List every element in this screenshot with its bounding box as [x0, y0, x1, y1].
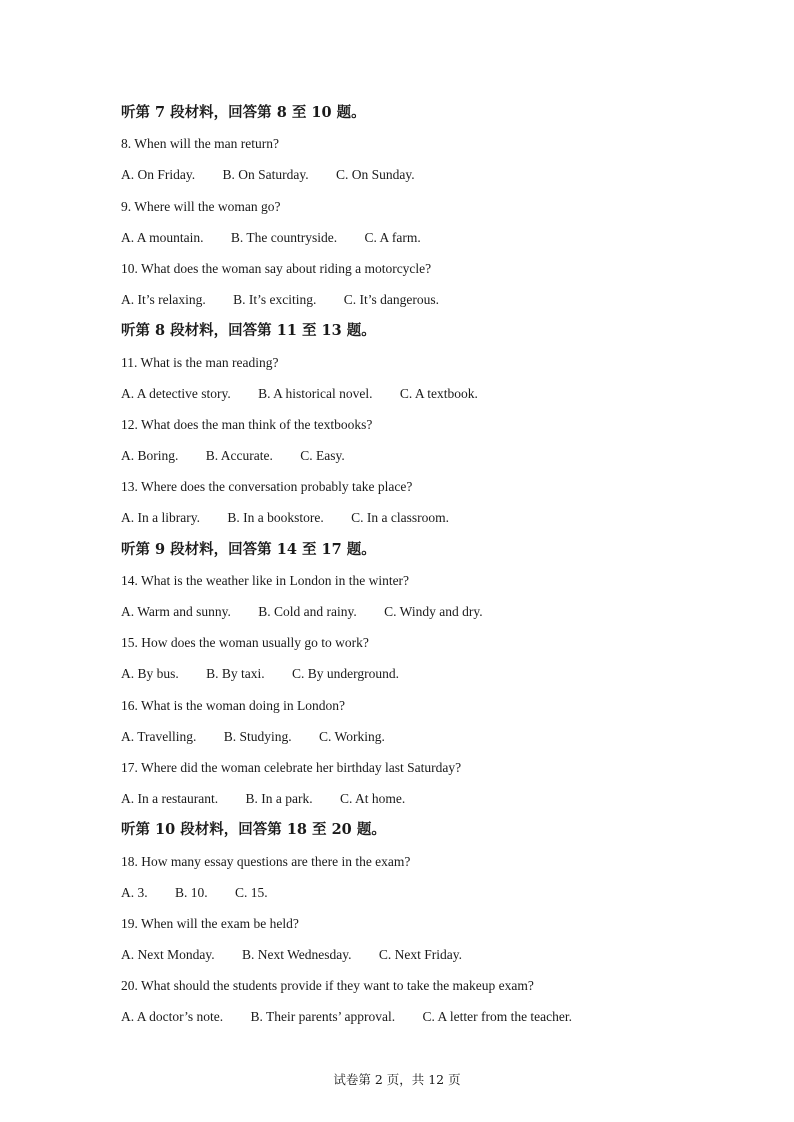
question-14: 14. What is the weather like in London in the winter? — [121, 572, 410, 588]
options-14 — [121, 599, 741, 630]
options-17 — [121, 786, 741, 817]
options-19 — [121, 942, 741, 973]
section-8 — [121, 318, 741, 536]
option-a: A. Travelling. — [121, 728, 197, 744]
options-11 — [121, 381, 741, 412]
options-10 — [121, 287, 741, 318]
question-19: 19. When will the exam be held? — [121, 915, 299, 931]
option-c: C. Windy and dry. — [384, 604, 483, 619]
option-a: A. Boring. — [121, 448, 179, 464]
option-a: A. A detective story. — [121, 385, 231, 401]
question-17: 17. Where did the woman celebrate her birthday last Saturday? — [121, 759, 462, 775]
options-18 — [121, 880, 741, 911]
option-c: C. At home. — [339, 791, 406, 807]
question-10: 10. What does the woman say about riding a motorcycle? — [121, 260, 432, 276]
options-13 — [121, 505, 741, 536]
option-b: B. 10. — [175, 884, 208, 900]
option-b: B. Studying. — [223, 728, 292, 744]
option-a: A. In a restaurant. — [121, 791, 219, 807]
options-15 — [121, 661, 741, 692]
options-20 — [121, 1004, 741, 1035]
option-c: C. A letter from the teacher. — [422, 1009, 573, 1025]
section-heading: 听第 10 段材料，回答第 18 至 20 题。 — [121, 821, 386, 839]
options-12 — [121, 443, 741, 474]
option-c: C. Working. — [319, 728, 385, 744]
section-heading: 听第 7 段材料，回答第 8 至 10 题。 — [121, 104, 366, 121]
option-a: A. 3. — [121, 884, 148, 900]
question-9: 9. Where will the woman go? — [121, 198, 281, 214]
option-c: C. On Sunday. — [336, 167, 415, 183]
exam-page-content — [121, 100, 741, 1036]
section-heading: 听第 9 段材料，回答第 14 至 17 题。 — [121, 540, 376, 558]
option-a: A. In a library. — [121, 510, 200, 526]
option-c: C. In a classroom. — [351, 510, 449, 526]
option-a: A. A mountain. — [121, 229, 204, 245]
option-c: C. A textbook. — [399, 385, 478, 401]
option-b: B. On Saturday. — [222, 167, 309, 183]
option-a: A. Warm and sunny. — [121, 604, 231, 619]
option-b: B. In a park. — [245, 791, 313, 807]
option-b: B. By taxi. — [206, 666, 265, 682]
option-c: C. By underground. — [292, 666, 400, 682]
options-16 — [121, 724, 741, 755]
question-15: 15. How does the woman usually go to work? — [121, 635, 369, 651]
option-c: C. A farm. — [364, 229, 421, 245]
question-8: 8. When will the man return? — [121, 136, 279, 152]
page-footer: 试卷第 2 页，共 12 页 — [333, 1072, 461, 1087]
question-12: 12. What does the man think of the textbooks? — [121, 416, 373, 432]
question-13: 13. Where does the conversation probably take place? — [121, 479, 413, 495]
options-8 — [121, 162, 741, 193]
section-heading: 听第 8 段材料，回答第 11 至 13 题。 — [121, 322, 376, 340]
section-7 — [121, 100, 741, 318]
option-c: C. It’s dangerous. — [343, 292, 439, 308]
section-10 — [121, 817, 741, 1035]
option-b: B. The countryside. — [230, 229, 338, 245]
option-b: B. It’s exciting. — [233, 292, 317, 308]
question-20: 20. What should the students provide if they want to take the makeup exam? — [121, 978, 534, 994]
question-18: 18. How many essay questions are there in the exam? — [121, 853, 411, 869]
option-b: B. Cold and rainy. — [258, 604, 357, 619]
option-a: A. Next Monday. — [121, 947, 215, 963]
option-c: C. 15. — [235, 884, 268, 900]
question-16: 16. What is the woman doing in London? — [121, 697, 345, 713]
option-c: C. Next Friday. — [378, 947, 463, 963]
option-a: A. By bus. — [121, 666, 179, 682]
options-9 — [121, 225, 741, 256]
section-9 — [121, 537, 741, 818]
option-b: B. A historical novel. — [258, 385, 373, 401]
option-b: B. Next Wednesday. — [242, 947, 352, 963]
option-a: A. It’s relaxing. — [121, 292, 206, 308]
option-a: A. A doctor’s note. — [121, 1009, 224, 1025]
option-a: A. On Friday. — [121, 167, 196, 183]
option-b: B. Accurate. — [205, 448, 273, 464]
option-b: B. In a bookstore. — [227, 510, 324, 526]
question-11: 11. What is the man reading? — [121, 354, 279, 370]
option-b: B. Their parents’ approval. — [250, 1009, 396, 1025]
option-c: C. Easy. — [300, 448, 345, 464]
